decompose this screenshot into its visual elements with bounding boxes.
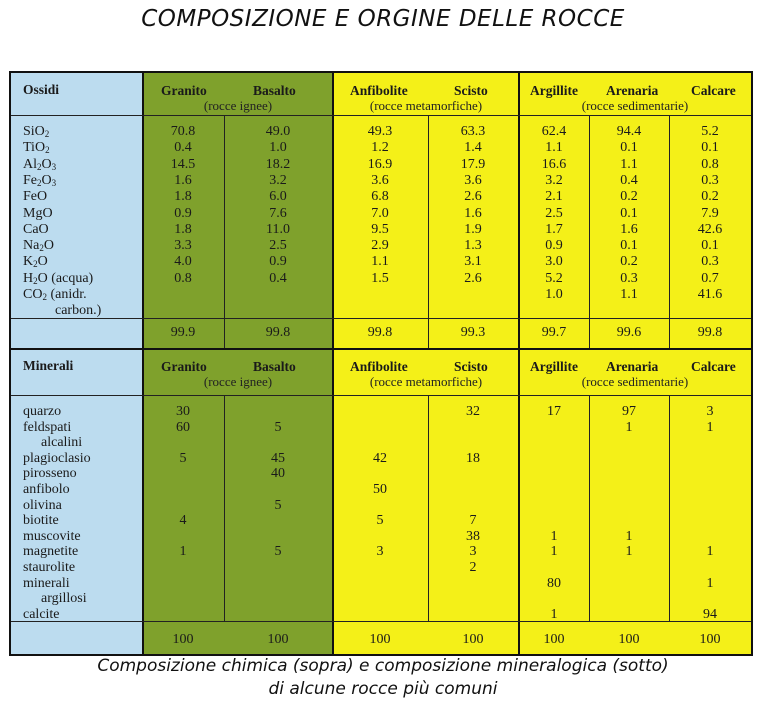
caption-line: di alcune rocce più comuni [268, 679, 498, 699]
table-cell: 3.6 [464, 172, 482, 188]
table-cell: 5 [179, 450, 187, 466]
table-cell: 7.0 [371, 205, 389, 221]
table-cell: 0.4 [620, 172, 638, 188]
table-cell: 4 [179, 513, 187, 529]
divider [669, 115, 670, 349]
header-basalto: Basalto [253, 359, 296, 374]
table-cell: 49.0 [265, 124, 291, 139]
mineral-label: anfibolo [23, 482, 70, 497]
table-cell: 5 [376, 513, 384, 529]
table-cell: 30 [176, 404, 190, 419]
total-cell: 100 [699, 632, 721, 647]
minerali-header: Minerali [23, 358, 74, 373]
table-cell: 1 [179, 544, 187, 560]
table-cell: 0.1 [620, 140, 638, 156]
total-cell: 99.7 [541, 325, 567, 340]
mineral-label: plagioclasio [23, 450, 91, 466]
table-cell: 0.9 [269, 254, 287, 270]
table-cell: 1.8 [174, 221, 192, 237]
table-cell: 1.8 [174, 189, 192, 205]
table-cell: 2.5 [545, 205, 563, 221]
page-title: COMPOSIZIONE E ORGINE DELLE ROCCE [141, 6, 625, 32]
table-cell: 0.3 [701, 254, 719, 270]
table-cell: 0.1 [701, 140, 719, 156]
table-cell: 17 [547, 404, 561, 419]
divider [11, 348, 751, 350]
divider [11, 395, 751, 396]
figure-caption [0, 655, 766, 701]
divider [518, 73, 520, 654]
table-cell: 1.0 [269, 140, 287, 156]
table-cell: 9.5 [371, 221, 389, 237]
header-calcare: Calcare [691, 83, 736, 98]
oxide-label: FeO [23, 189, 48, 205]
total-cell: 100 [462, 632, 484, 647]
table-cell: 18.2 [265, 156, 291, 172]
table-cell: 4.0 [174, 254, 192, 270]
table-cell: 1 [550, 528, 558, 544]
divider [428, 395, 429, 621]
table-cell: 94.4 [616, 124, 642, 139]
divider [224, 115, 225, 349]
header-anfibolite: Anfibolite [350, 359, 408, 374]
table-cell: 50 [373, 482, 387, 497]
table-cell: 5 [274, 544, 282, 560]
rock-composition-table [9, 71, 753, 656]
table-cell: 0.9 [174, 205, 192, 221]
header-granito: Granito [161, 83, 207, 98]
mineral-label: muscovite [23, 528, 81, 544]
table-cell: 5 [274, 419, 282, 435]
total-cell: 99.6 [616, 325, 642, 340]
table-cell: 1.4 [464, 140, 482, 156]
table-cell: 0.7 [701, 270, 719, 286]
table-cell: 1 [550, 606, 558, 622]
table-cell: 1.1 [620, 156, 638, 172]
oxide-label: $Al_2O_3$ [23, 156, 57, 172]
divider [589, 115, 590, 349]
header-argillite: Argillite [530, 359, 578, 374]
table-cell: 0.9 [545, 238, 563, 254]
mineral-label: minerali [23, 575, 70, 591]
table-cell: 62.4 [541, 124, 567, 139]
table-cell: 63.3 [460, 124, 486, 139]
table-cell: 1.0 [545, 287, 563, 302]
table-cell: 3.0 [545, 254, 563, 270]
mineral-label: argillosi [41, 591, 87, 607]
header-basalto: Basalto [253, 83, 296, 98]
table-cell: 2.6 [464, 270, 482, 286]
table-cell: 16.9 [367, 156, 393, 172]
table-cell: 1.1 [545, 140, 563, 156]
table-cell: 7 [469, 513, 477, 529]
table-cell: 0.3 [701, 172, 719, 188]
divider [332, 73, 334, 654]
table-cell: 5.2 [701, 124, 719, 139]
divider [428, 115, 429, 349]
oxide-label: $Na_2O$ [23, 238, 54, 254]
table-cell: 2.6 [464, 189, 482, 205]
oxide-label: $K_2O$ [23, 254, 48, 270]
table-cell: 3 [469, 544, 477, 560]
mineral-label: pirosseno [23, 466, 77, 482]
table-cell: 1.6 [464, 205, 482, 221]
header-calcare: Calcare [691, 359, 736, 374]
divider [589, 395, 590, 621]
table-cell: 3 [706, 404, 714, 419]
table-cell: 5 [274, 497, 282, 513]
divider [224, 395, 225, 621]
table-cell: 7.9 [701, 205, 719, 221]
table-cell: 32 [466, 404, 480, 419]
mineral-label: staurolite [23, 560, 76, 575]
oxide-label: TiO$_2$ [23, 140, 50, 156]
header-scisto: Scisto [454, 83, 488, 98]
header-granito: Granito [161, 359, 207, 374]
group-sedimentarie: (rocce sedimentarie) [581, 374, 689, 389]
table-cell: 7.6 [269, 205, 287, 221]
caption-line: Composizione chimica (sopra) e composizione mineralogica (sotto) [97, 656, 669, 676]
divider [142, 73, 144, 654]
table-cell: 1.1 [371, 254, 389, 270]
mineral-label: biotite [23, 513, 59, 529]
divider [11, 115, 751, 116]
table-cell: 3.2 [545, 172, 563, 188]
table-cell: 3.6 [371, 172, 389, 188]
table-cell: 0.1 [620, 205, 638, 221]
table-cell: 80 [547, 575, 561, 591]
table-cell: 0.1 [620, 238, 638, 254]
table-cell: 17.9 [460, 156, 486, 172]
table-cell: 0.2 [620, 189, 638, 205]
table-cell: 1 [625, 419, 633, 435]
table-cell: 94 [703, 606, 717, 622]
oxide-label: $Fe_2O_3$ [23, 172, 57, 188]
table-cell: 6.8 [371, 189, 389, 205]
group-ignee: (rocce ignee) [203, 374, 273, 389]
table-cell: 1.1 [620, 287, 638, 302]
header-argillite: Argillite [530, 83, 578, 98]
group-metamorfiche: (rocce metamorfiche) [369, 98, 483, 113]
table-cell: 3.1 [464, 254, 482, 270]
table-cell: 38 [466, 528, 480, 544]
table-cell: 49.3 [367, 124, 393, 139]
total-cell: 99.9 [170, 325, 196, 340]
table-cell: 16.6 [541, 156, 567, 172]
table-cell: 0.4 [174, 140, 192, 156]
table-cell: 1.9 [464, 221, 482, 237]
group-ignee: (rocce ignee) [203, 98, 273, 113]
table-cell: 5.2 [545, 270, 563, 286]
table-cell: 1.2 [371, 140, 389, 156]
table-cell: 1.5 [371, 270, 389, 286]
table-cell: 1.3 [464, 238, 482, 254]
divider [11, 621, 751, 622]
table-cell: 1.7 [545, 221, 563, 237]
table-cell: 3.2 [269, 172, 287, 188]
table-cell: 0.8 [701, 156, 719, 172]
oxide-label: $H_2O$ (acqua) [23, 270, 94, 286]
mineral-label: olivina [23, 497, 62, 513]
group-metamorfiche: (rocce metamorfiche) [369, 374, 483, 389]
table-cell: 45 [271, 450, 285, 466]
mineral-label: feldspati [23, 419, 72, 435]
table-cell: 1 [625, 528, 633, 544]
table-cell: 0.4 [269, 270, 287, 286]
table-cell: 2 [469, 560, 477, 575]
table-cell: 1 [625, 544, 633, 560]
table-cell: 40 [271, 466, 285, 482]
table-cell: 6.0 [269, 189, 287, 205]
divider [11, 318, 751, 319]
table-cell: 60 [176, 419, 190, 435]
table-cell: 0.2 [701, 189, 719, 205]
table-cell: 18 [466, 450, 480, 466]
group-sedimentarie: (rocce sedimentarie) [581, 98, 689, 113]
total-cell: 99.8 [265, 325, 291, 340]
table-cell: 1 [706, 575, 714, 591]
table-cell: 3.3 [174, 238, 192, 254]
total-cell: 100 [172, 632, 194, 647]
table-cell: 70.8 [170, 124, 196, 139]
header-scisto: Scisto [454, 359, 488, 374]
table-cell: 1.6 [620, 221, 638, 237]
table-cell: 11.0 [266, 221, 290, 237]
total-cell: 99.8 [697, 325, 723, 340]
mineral-label: magnetite [23, 544, 79, 560]
table-cell: 14.5 [170, 156, 196, 172]
total-cell: 100 [369, 632, 391, 647]
oxide-label: MgO [23, 205, 53, 221]
table-cell: 3 [376, 544, 384, 560]
oxide-label: $CO_2$ (anidr. [23, 287, 87, 302]
table-cell: 42 [373, 450, 387, 466]
table-cell: 2.9 [371, 238, 389, 254]
mineral-label: calcite [23, 606, 60, 622]
table-cell: 1.6 [174, 172, 192, 188]
divider [669, 395, 670, 621]
total-cell: 100 [543, 632, 565, 647]
table-cell: 2.1 [545, 189, 563, 205]
table-cell: 0.1 [701, 238, 719, 254]
oxide-label: CaO [23, 221, 49, 237]
table-cell: 0.3 [620, 270, 638, 286]
table-cell: 41.6 [697, 287, 723, 302]
mineral-label: quarzo [23, 404, 62, 419]
oxide-label: SiO$_2$ [23, 124, 50, 139]
ossidi-header: Ossidi [23, 82, 60, 97]
table-cell: 1 [550, 544, 558, 560]
mineral-label: alcalini [41, 435, 83, 451]
table-cell: 1 [706, 419, 714, 435]
header-anfibolite: Anfibolite [350, 83, 408, 98]
header-arenaria: Arenaria [606, 83, 659, 98]
total-cell: 99.3 [460, 325, 486, 340]
table-cell: 0.2 [620, 254, 638, 270]
table-cell: 42.6 [697, 221, 723, 237]
table-cell: 1 [706, 544, 714, 560]
table-cell: 2.5 [269, 238, 287, 254]
table-cell: 0.8 [174, 270, 192, 286]
oxide-label-cont: carbon.) [55, 303, 102, 319]
header-arenaria: Arenaria [606, 359, 659, 374]
table-cell: 97 [622, 404, 636, 419]
total-cell: 99.8 [367, 325, 393, 340]
total-cell: 100 [267, 632, 289, 647]
total-cell: 100 [618, 632, 640, 647]
